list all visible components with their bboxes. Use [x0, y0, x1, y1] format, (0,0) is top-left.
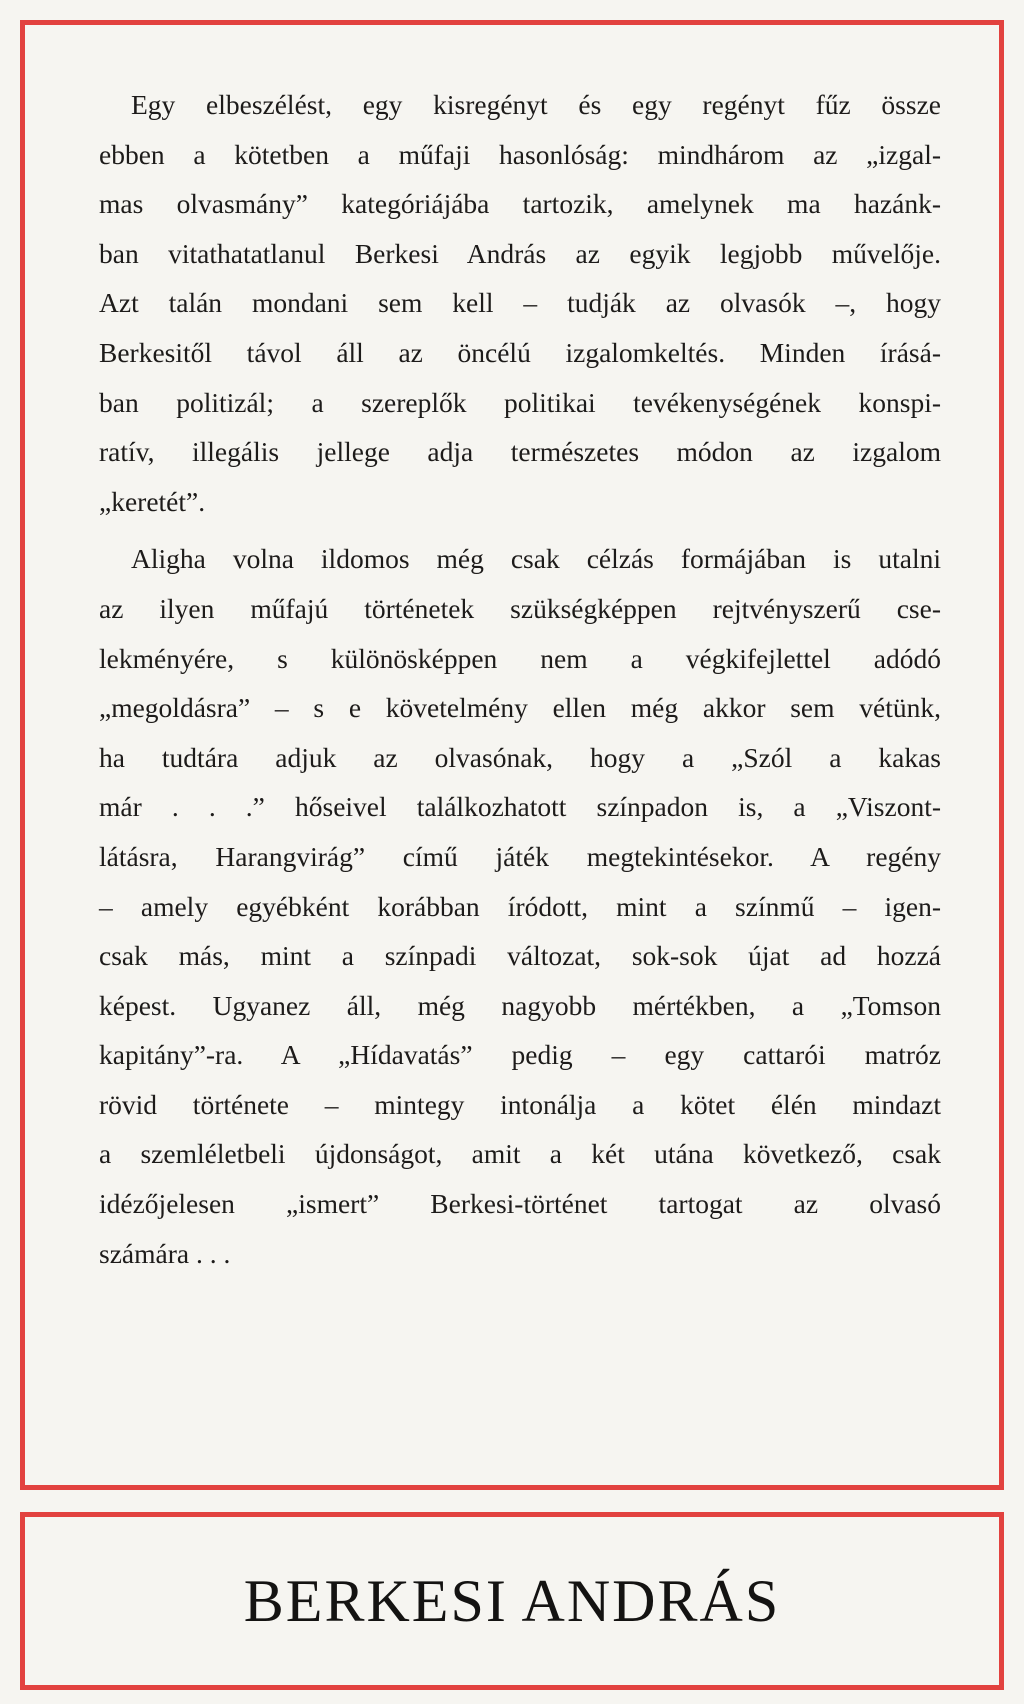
text-line: látásra, Harangvirág” című játék megtekintésekor. A regény: [99, 840, 941, 872]
text-line: számára . . .: [99, 1237, 231, 1269]
text-line: az ilyen műfajú történetek szükségképpen rejtvényszerű cse-: [99, 592, 941, 624]
text-line: „keretét”.: [99, 485, 206, 517]
blurb-text: [99, 80, 941, 1278]
paragraph-1: [99, 80, 941, 526]
text-line: lekményére, s különösképpen nem a végkifejlettel adódó: [99, 642, 941, 674]
text-line: – amely egyébként korábban íródott, mint a színmű – igen-: [99, 890, 941, 922]
text-line: képest. Ugyanez áll, még nagyobb mértékben, a „Tomson: [99, 989, 941, 1021]
text-line: ebben a kötetben a műfaji hasonlóság: mindhárom az „izgal-: [99, 138, 941, 170]
text-line: Berkesitől távol áll az öncélú izgalomkeltés. Minden írásá-: [99, 336, 941, 368]
text-line: ha tudtára adjuk az olvasónak, hogy a „Szól a kakas: [99, 741, 941, 773]
text-line: „megoldásra” – s e követelmény ellen még akkor sem vétünk,: [99, 692, 941, 724]
text-line: a szemléletbeli újdonságot, amit a két utána következő, csak: [99, 1138, 941, 1170]
text-line: idézőjelesen „ismert” Berkesi-történet tartogat az olvasó: [99, 1188, 941, 1220]
text-line: mas olvasmány” kategóriájába tartozik, amelynek ma hazánk-: [99, 188, 941, 220]
text-line: Egy elbeszélést, egy kisregényt és egy regényt fűz össze: [131, 89, 941, 120]
text-line: csak más, mint a színpadi változat, sok-sok újat ad hozzá: [99, 940, 941, 972]
author-name: BERKESI ANDRÁS: [243, 1568, 781, 1634]
paragraph-2: [99, 534, 941, 1278]
text-line: Azt talán mondani sem kell – tudják az olvasók –, hogy: [99, 287, 941, 319]
text-line: Aligha volna ildomos még csak célzás formájában is utalni: [131, 543, 941, 575]
text-line: ban vitathatatlanul Berkesi András az egyik legjobb művelője.: [99, 237, 941, 269]
text-line: kapitány”-ra. A „Hídavatás” pedig – egy cattarói matróz: [99, 1039, 941, 1071]
text-line: rövid története – mintegy intonálja a kötet élén mindazt: [99, 1088, 941, 1120]
text-line: ban politizál; a szereplők politikai tevékenységének konspi-: [99, 386, 941, 418]
text-line: ratív, illegális jellege adja természetes módon az izgalom: [99, 436, 941, 468]
text-line: már . . .” hőseivel találkozhatott színpadon is, a „Viszont-: [99, 791, 941, 823]
